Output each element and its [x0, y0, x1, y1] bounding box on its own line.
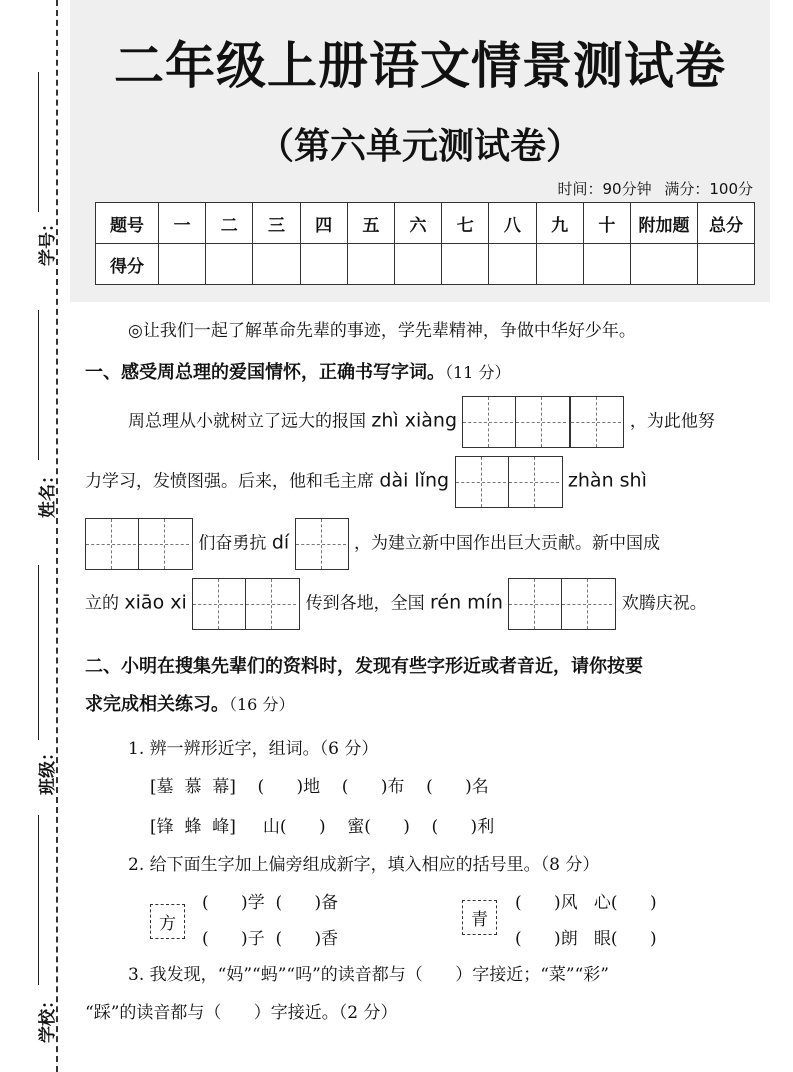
- table-cell: 三: [253, 203, 300, 244]
- binding-strip: [0, 0, 62, 1072]
- table-cell: 附加题: [631, 203, 698, 244]
- writing-grid[interactable]: [570, 396, 624, 448]
- section1-heading-text: 一、感受周总理的爱国情怀，正确书写字词。: [85, 362, 445, 383]
- table-cell: 十: [583, 203, 630, 244]
- score-input-cell[interactable]: [536, 244, 583, 285]
- section1-line3: [85, 518, 755, 570]
- full-score: 满分：100分: [664, 180, 753, 198]
- passage-text: 立的: [85, 593, 119, 614]
- score-input-cell[interactable]: [442, 244, 489, 285]
- intro-text: ◎让我们一起了解革命先辈的事迹，学先辈精神，争做中华好少年。: [128, 321, 636, 341]
- passage-text: 周总理从小就树立了远大的报国: [128, 411, 366, 432]
- table-cell: 总分: [698, 203, 755, 244]
- page-title: 二年级上册语文情景测试卷: [114, 37, 726, 95]
- table-cell: 题号: [96, 203, 159, 244]
- table-cell: 四: [300, 203, 347, 244]
- score-table: [95, 202, 755, 285]
- pinyin-prompt: dí: [271, 531, 290, 554]
- class-label: 班级：: [38, 744, 58, 795]
- score-input-cell[interactable]: [253, 244, 300, 285]
- exam-info: [549, 178, 753, 199]
- school-label: 学校：: [38, 992, 58, 1043]
- passage-text: ，为此他努: [629, 411, 715, 432]
- writing-grid[interactable]: [85, 518, 193, 570]
- table-cell: 九: [536, 203, 583, 244]
- passage-text: 们奋勇抗: [198, 533, 267, 554]
- passage-text: 力学习，发愤图强。后来，他和毛主席: [85, 471, 374, 492]
- section2-heading-line2: [85, 690, 755, 716]
- section1-line1: [128, 396, 793, 448]
- section1-line4: [85, 578, 755, 630]
- q2-b-row2[interactable]: ( )朗 眼( ): [515, 929, 657, 949]
- table-cell: 五: [347, 203, 394, 244]
- q3-line2[interactable]: “踩”的读音都与（ ）字接近。（2 分）: [85, 1003, 398, 1023]
- q1-prompt: 1. 辨一辨形近字，组词。（6 分）: [128, 739, 379, 759]
- writing-grid[interactable]: [455, 456, 563, 508]
- q2-char-box-a: [150, 904, 185, 939]
- score-input-cell[interactable]: [159, 244, 206, 285]
- student-id-label: 学号：: [38, 215, 58, 266]
- q1-row1[interactable]: [墓 慕 幕] ( )地 ( )布 ( )名: [150, 777, 489, 797]
- score-input-cell[interactable]: [489, 244, 536, 285]
- writing-grid[interactable]: [192, 578, 300, 630]
- school-line: [38, 815, 39, 985]
- q2-a-row1[interactable]: ( )学 ( )备: [202, 893, 339, 913]
- score-input-cell[interactable]: [347, 244, 394, 285]
- section2-points: （16 分）: [229, 695, 295, 714]
- q3-line1[interactable]: 3. 我发现，“妈”“蚂”“吗”的读音都与（ ）字接近；“菜”“彩”: [128, 965, 609, 985]
- passage-text: 传到各地，全国: [305, 593, 425, 614]
- name-line: [38, 310, 39, 460]
- score-table-header-row: [96, 203, 755, 244]
- q1-row2[interactable]: [锋 蜂 峰] 山( ) 蜜( ) ( )利: [150, 817, 495, 837]
- q2-b-row1[interactable]: ( )风 心( ): [515, 893, 657, 913]
- class-line: [38, 565, 39, 740]
- score-input-cell[interactable]: [631, 244, 698, 285]
- pinyin-prompt: rén mín: [429, 591, 503, 614]
- score-input-cell[interactable]: [300, 244, 347, 285]
- table-cell: 六: [394, 203, 441, 244]
- writing-grid[interactable]: [508, 578, 616, 630]
- section1-line2: [85, 456, 755, 508]
- section1-heading: [85, 358, 755, 384]
- writing-grid[interactable]: [295, 518, 349, 570]
- score-input-cell[interactable]: [698, 244, 755, 285]
- score-input-cell[interactable]: [394, 244, 441, 285]
- section2-heading-line1: 二、小明在搜集先辈们的资料时，发现有些字形近或者音近，请你按要: [85, 656, 643, 677]
- score-table-score-row: [96, 244, 755, 285]
- table-cell: 一: [159, 203, 206, 244]
- passage-text: 欢腾庆祝。: [621, 593, 707, 614]
- q2-a-row2[interactable]: ( )子 ( )香: [202, 929, 339, 949]
- cut-line: [56, 0, 58, 1072]
- score-input-cell[interactable]: [583, 244, 630, 285]
- table-cell: 八: [489, 203, 536, 244]
- writing-grid[interactable]: [462, 396, 570, 448]
- table-cell: 七: [442, 203, 489, 244]
- section2-heading-text: 求完成相关练习。: [85, 694, 229, 715]
- passage-text: ，为建立新中国作出巨大贡献。新中国成: [353, 533, 660, 554]
- base-character: 青: [462, 900, 497, 935]
- q2-prompt: 2. 给下面生字加上偏旁组成新字，填入相应的括号里。（8 分）: [128, 855, 600, 875]
- pinyin-prompt: xiāo xi: [124, 591, 187, 614]
- section1-points: （11 分）: [445, 363, 511, 382]
- pinyin-prompt: zhàn shì: [567, 469, 647, 492]
- table-cell: 二: [206, 203, 253, 244]
- q2-char-box-b: [462, 900, 497, 935]
- student-id-line: [38, 72, 39, 212]
- base-character: 方: [150, 904, 185, 939]
- pinyin-prompt: zhì xiàng: [371, 409, 458, 432]
- name-label: 姓名：: [38, 467, 58, 518]
- page-subtitle: （第六单元测试卷）: [257, 126, 582, 167]
- table-cell: 得分: [96, 244, 159, 285]
- score-input-cell[interactable]: [206, 244, 253, 285]
- pinyin-prompt: dài lǐng: [379, 469, 450, 492]
- time-limit: 时间：90分钟: [557, 180, 652, 198]
